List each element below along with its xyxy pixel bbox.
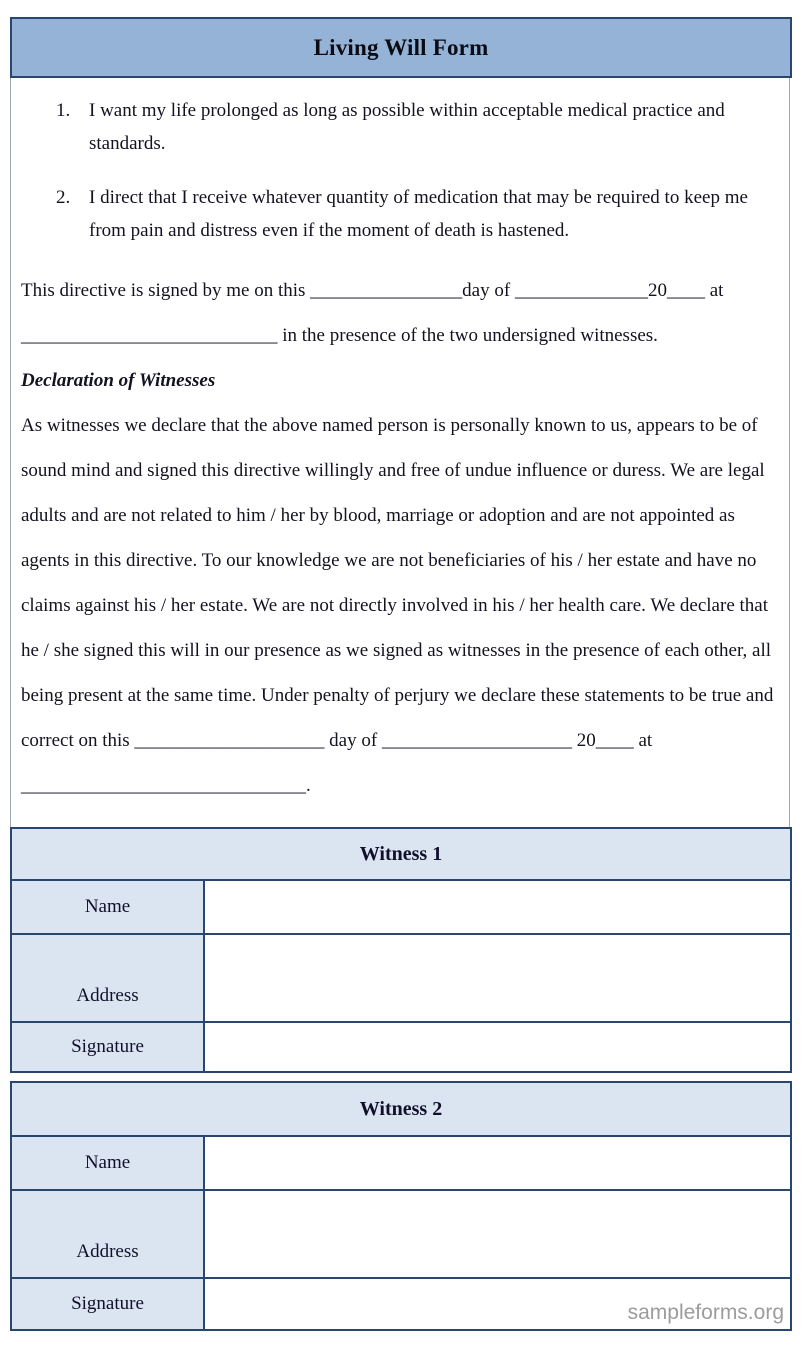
witness-2-signature-field[interactable] — [205, 1279, 790, 1329]
table-row — [12, 1137, 790, 1191]
list-item-text: I direct that I receive whatever quantity of medication that may be required to keep me from pain and distress even if the moment of death is hastened. — [89, 187, 748, 241]
watermark-text: sampleforms.org — [627, 1301, 784, 1324]
witness-1-signature-field[interactable] — [205, 1023, 790, 1071]
witness-2-address-label: Address — [12, 1191, 205, 1277]
witness-declaration-paragraph: As witnesses we declare that the above named person is personally known to us, appears to be of sound mind and signed this directive willingly and free of undue influence or duress. We are legal adults and are not related to him / her by blood, marriage or adoption and are not appointed as agents in this directive. To our knowledge we are not beneficiaries of his / her estate and have no claims against his / her estate. We are not directly involved in his / her health care. We declare that he / she signed this will in our presence as we signed as witnesses in the presence of each other, all being present at the same time. Under penalty of perjury we declare these statements to be true and correct on this ____________________ day of ____________________ 20____ at ______________________________. — [21, 415, 774, 796]
witness-1-name-label: Name — [12, 881, 205, 933]
list-item-text: I want my life prolonged as long as possible within acceptable medical practice and standards. — [89, 100, 725, 154]
table-row — [12, 881, 790, 935]
witness-2-header: Witness 2 — [12, 1083, 790, 1137]
table-row — [12, 935, 790, 1023]
witness-2-name-label: Name — [12, 1137, 205, 1189]
list-item-number: 1. — [56, 100, 71, 121]
list-item — [56, 94, 776, 160]
witness-1-table — [10, 827, 792, 1073]
witness-2-name-field[interactable] — [205, 1137, 790, 1189]
form-title-bar — [10, 17, 792, 78]
directive-list — [21, 94, 776, 247]
table-row — [12, 1191, 790, 1279]
witness-1-name-field[interactable] — [205, 881, 790, 933]
witness-1-address-label: Address — [12, 935, 205, 1021]
list-item — [56, 181, 776, 247]
witness-1-address-field[interactable] — [205, 935, 790, 1021]
witness-1-signature-label: Signature — [12, 1023, 205, 1071]
witness-2-signature-label: Signature — [12, 1279, 205, 1329]
page-title: Living Will Form — [313, 34, 489, 60]
table-row — [12, 1279, 790, 1329]
witness-2-table — [10, 1081, 792, 1331]
list-item-number: 2. — [56, 187, 71, 208]
signed-directive-paragraph: This directive is signed by me on this ________________day of ______________20____ at ___________________________ in the presence of the two undersigned witnesses. — [21, 280, 724, 346]
witness-2-address-field[interactable] — [205, 1191, 790, 1277]
declaration-of-witnesses-heading: Declaration of Witnesses — [21, 370, 216, 391]
form-body — [10, 78, 790, 827]
table-row — [12, 1023, 790, 1071]
witness-1-header: Witness 1 — [12, 829, 790, 881]
